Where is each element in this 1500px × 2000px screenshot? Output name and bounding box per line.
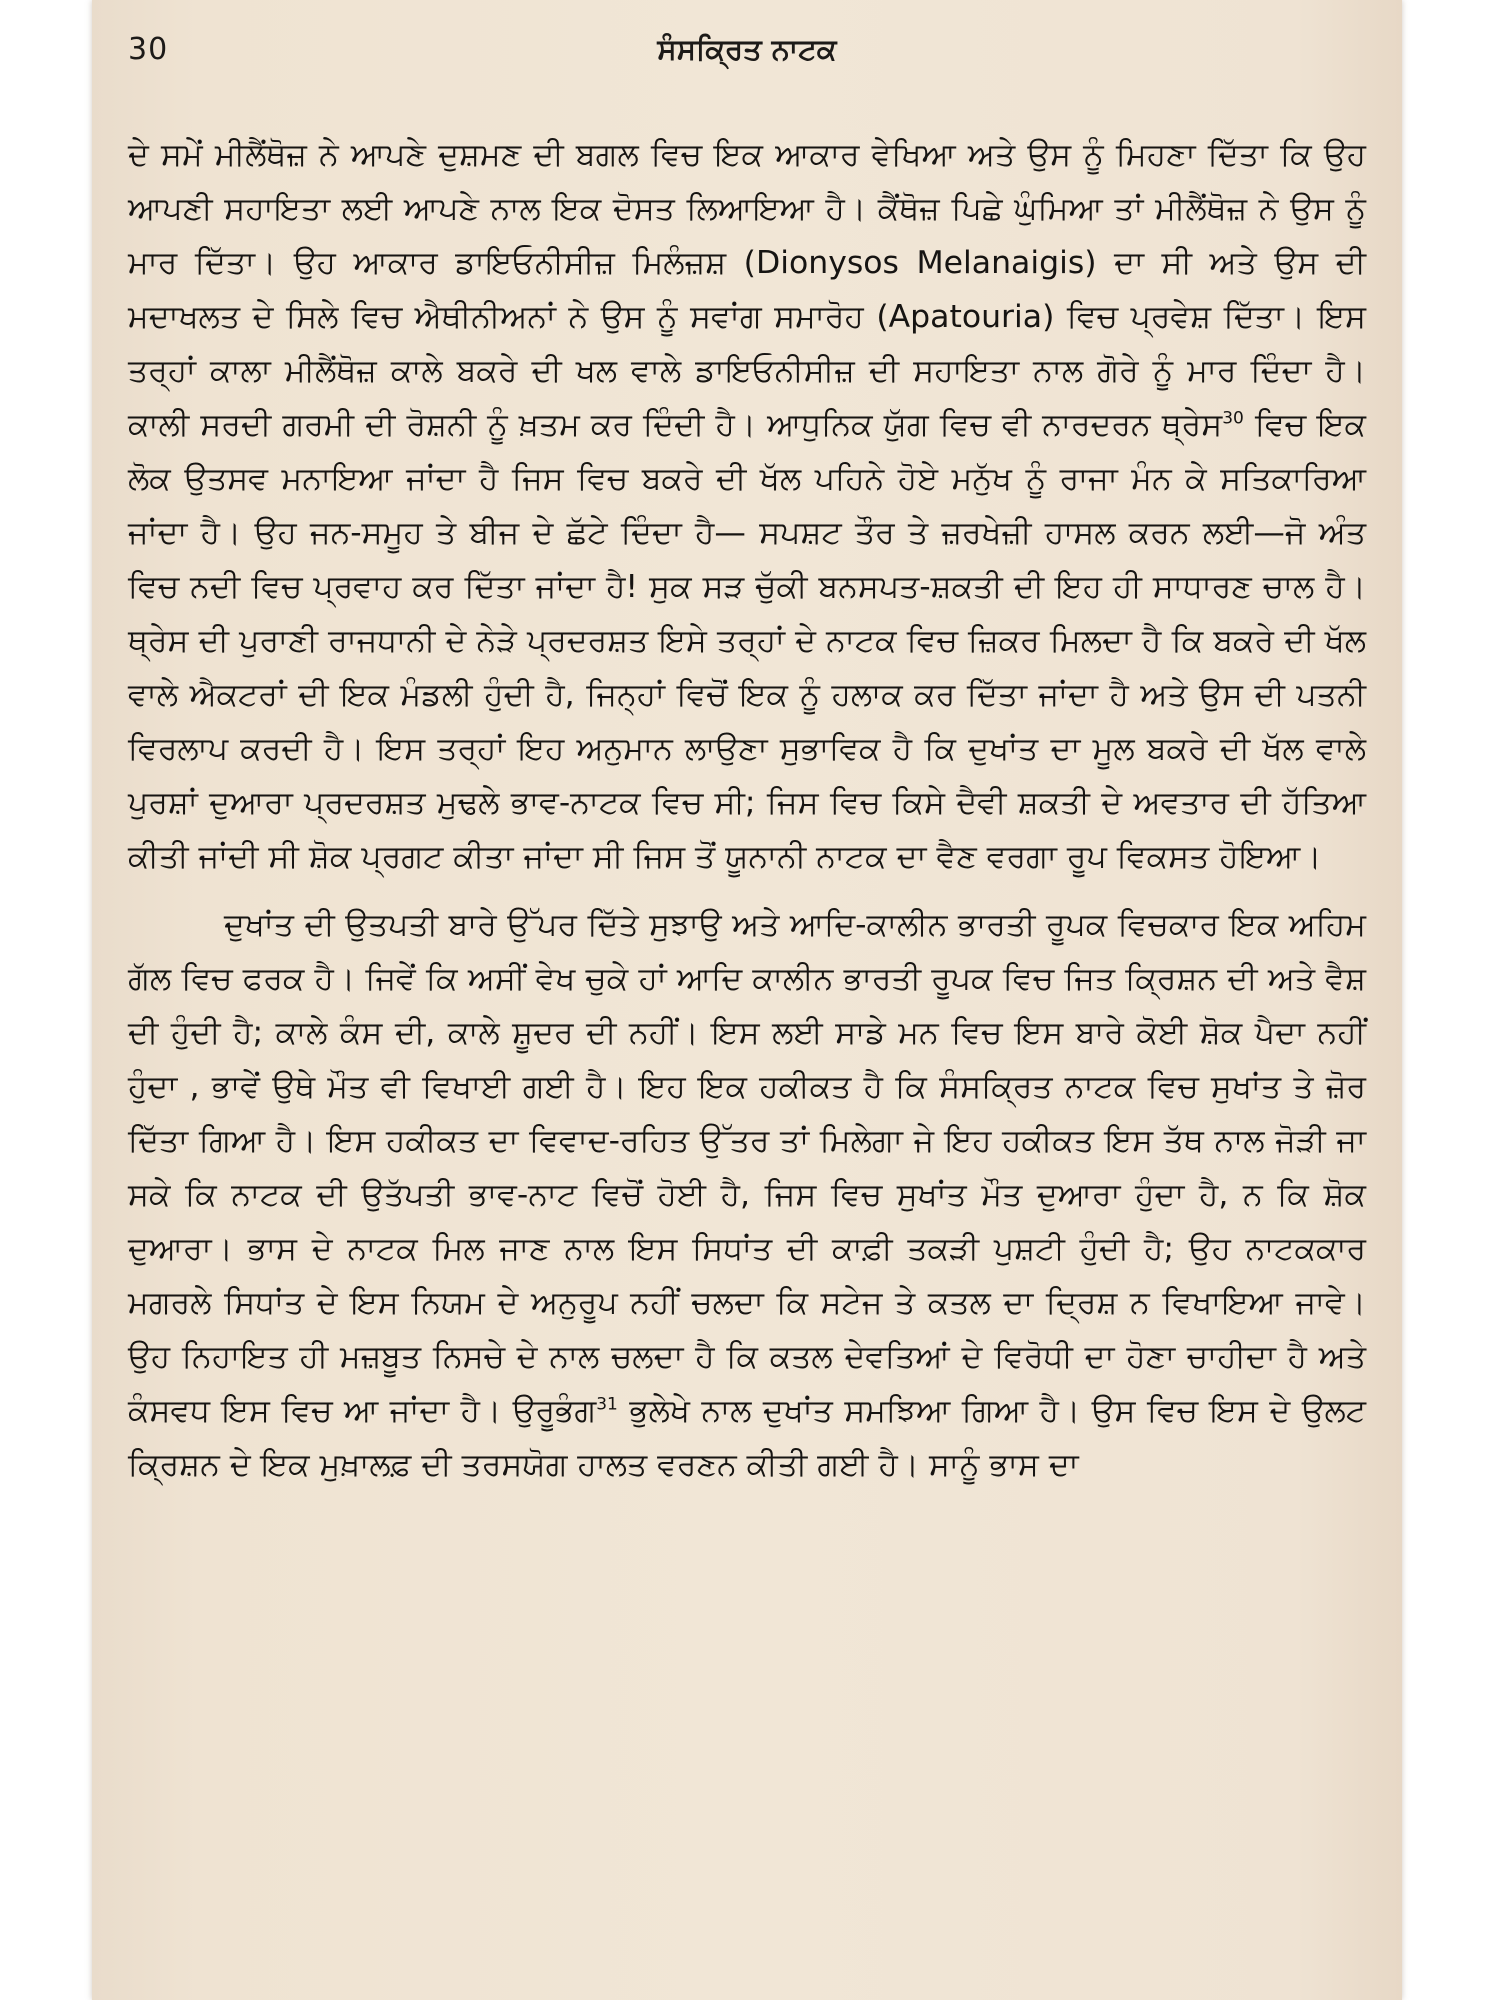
footnote-ref-30: 30 [1222, 408, 1244, 429]
footnote-ref-31: 31 [596, 1394, 618, 1415]
page-number: 30 [128, 32, 169, 67]
paragraph-1-text-a: ਦੇ ਸਮੇਂ ਮੀਲੈਂਥੋਜ਼ ਨੇ ਆਪਣੇ ਦੁਸ਼ਮਣ ਦੀ ਬਗਲ ਵਿਚ ਇਕ ਆਕਾਰ ਵੇਖਿਆ ਅਤੇ ਉਸ ਨੂੰ ਮਿਹਣਾ ਦਿੱਤਾ ਕਿ ਉਹ ਆਪਣੀ ਸਹਾਇਤਾ ਲਈ ਆਪਣੇ ਨਾਲ ਇਕ ਦੋਸਤ ਲਿਆਇਆ ਹੈ। ਕੈਂਥੋਜ਼ ਪਿਛੇ ਘੁੰਮਿਆ ਤਾਂ ਮੀਲੈਂਥੋਜ਼ ਨੇ ਉਸ ਨੂੰ ਮਾਰ ਦਿੱਤਾ। ਉਹ ਆਕਾਰ ਡਾਇਓਨੀਸੀਜ਼ ਮਿਲੰਜ਼ਸ਼ (Dionysos Melanaigis) ਦਾ ਸੀ ਅਤੇ ਉਸ ਦੀ ਮਦਾਖਲਤ ਦੇ ਸਿਲੇ ਵਿਚ ਐਥੀਨੀਅਨਾਂ ਨੇ ਉਸ ਨੂੰ ਸਵਾਂਗ ਸਮਾਰੋਹ (Apatouria) ਵਿਚ ਪ੍ਰਵੇਸ਼ ਦਿੱਤਾ। ਇਸ ਤਰ੍ਹਾਂ ਕਾਲਾ ਮੀਲੈਂਥੋਜ਼ ਕਾਲੇ ਬਕਰੇ ਦੀ ਖਲ ਵਾਲੇ ਡਾਇਓਨੀਸੀਜ਼ ਦੀ ਸਹਾਇਤਾ ਨਾਲ ਗੋਰੇ ਨੂੰ ਮਾਰ ਦਿੰਦਾ ਹੈ। ਕਾਲੀ ਸਰਦੀ ਗਰਮੀ ਦੀ ਰੋਸ਼ਨੀ ਨੂੰ ਖ਼ਤਮ ਕਰ ਦਿੰਦੀ ਹੈ। ਆਧੁਨਿਕ ਯੁੱਗ ਵਿਚ ਵੀ ਨਾਰਦਰਨ ਥ੍ਰੇਸ [128, 137, 1366, 443]
page-header [92, 28, 1402, 78]
paragraph-2-text-a: ਦੁਖਾਂਤ ਦੀ ਉਤਪਤੀ ਬਾਰੇ ਉੱਪਰ ਦਿੱਤੇ ਸੁਝਾਉ ਅਤੇ ਆਦਿ-ਕਾਲੀਨ ਭਾਰਤੀ ਰੂਪਕ ਵਿਚਕਾਰ ਇਕ ਅਹਿਮ ਗੱਲ ਵਿਚ ਫਰਕ ਹੈ। ਜਿਵੇਂ ਕਿ ਅਸੀਂ ਵੇਖ ਚੁਕੇ ਹਾਂ ਆਦਿ ਕਾਲੀਨ ਭਾਰਤੀ ਰੂਪਕ ਵਿਚ ਜਿਤ ਕ੍ਰਿਸ਼ਨ ਦੀ ਅਤੇ ਵੈਸ਼ ਦੀ ਹੁੰਦੀ ਹੈ; ਕਾਲੇ ਕੰਸ ਦੀ, ਕਾਲੇ ਸ਼ੂਦਰ ਦੀ ਨਹੀਂ। ਇਸ ਲਈ ਸਾਡੇ ਮਨ ਵਿਚ ਇਸ ਬਾਰੇ ਕੋਈ ਸ਼ੋਕ ਪੈਦਾ ਨਹੀਂ ਹੁੰਦਾ , ਭਾਵੇਂ ਉਥੇ ਮੌਤ ਵੀ ਵਿਖਾਈ ਗਈ ਹੈ। ਇਹ ਇਕ ਹਕੀਕਤ ਹੈ ਕਿ ਸੰਸਕ੍ਰਿਤ ਨਾਟਕ ਵਿਚ ਸੁਖਾਂਤ ਤੇ ਜ਼ੋਰ ਦਿੱਤਾ ਗਿਆ ਹੈ। ਇਸ ਹਕੀਕਤ ਦਾ ਵਿਵਾਦ-ਰਹਿਤ ਉੱਤਰ ਤਾਂ ਮਿਲੇਗਾ ਜੇ ਇਹ ਹਕੀਕਤ ਇਸ ਤੱਥ ਨਾਲ ਜੋੜੀ ਜਾ ਸਕੇ ਕਿ ਨਾਟਕ ਦੀ ਉਤੱਪਤੀ ਭਾਵ-ਨਾਟ ਵਿਚੋਂ ਹੋਈ ਹੈ, ਜਿਸ ਵਿਚ ਸੁਖਾਂਤ ਮੌਤ ਦੁਆਰਾ ਹੁੰਦਾ ਹੈ, ਨ ਕਿ ਸ਼ੋਕ ਦੁਆਰਾ। ਭਾਸ ਦੇ ਨਾਟਕ ਮਿਲ ਜਾਣ ਨਾਲ ਇਸ ਸਿਧਾਂਤ ਦੀ ਕਾਫ਼ੀ ਤਕੜੀ ਪੁਸ਼ਟੀ ਹੁੰਦੀ ਹੈ; ਉਹ ਨਾਟਕਕਾਰ ਮਗਰਲੇ ਸਿਧਾਂਤ ਦੇ ਇਸ ਨਿਯਮ ਦੇ ਅਨੁਰੂਪ ਨਹੀਂ ਚਲਦਾ ਕਿ ਸਟੇਜ ਤੇ ਕਤਲ ਦਾ ਦ੍ਰਿਸ਼ ਨ ਵਿਖਾਇਆ ਜਾਵੇ। ਉਹ ਨਿਹਾਇਤ ਹੀ ਮਜ਼ਬੂਤ ਨਿਸਚੇ ਦੇ ਨਾਲ ਚਲਦਾ ਹੈ ਕਿ ਕਤਲ ਦੇਵਤਿਆਂ ਦੇ ਵਿਰੋਧੀ ਦਾ ਹੋਣਾ ਚਾਹੀਦਾ ਹੈ ਅਤੇ ਕੰਸਵਧ ਇਸ ਵਿਚ ਆ ਜਾਂਦਾ ਹੈ। ਉਰੂਭੰਗ [128, 907, 1366, 1429]
paragraph-1-text-b: ਵਿਚ ਇਕ ਲੋਕ ਉਤਸਵ ਮਨਾਇਆ ਜਾਂਦਾ ਹੈ ਜਿਸ ਵਿਚ ਬਕਰੇ ਦੀ ਖੱਲ ਪਹਿਨੇ ਹੋਏ ਮਨੁੱਖ ਨੂੰ ਰਾਜਾ ਮੰਨ ਕੇ ਸਤਿਕਾਰਿਆ ਜਾਂਦਾ ਹੈ। ਉਹ ਜਨ-ਸਮੂਹ ਤੇ ਬੀਜ ਦੇ ਛੱਟੇ ਦਿੰਦਾ ਹੈ— ਸਪਸ਼ਟ ਤੌਰ ਤੇ ਜ਼ਰਖੇਜ਼ੀ ਹਾਸਲ ਕਰਨ ਲਈ—ਜੋ ਅੰਤ ਵਿਚ ਨਦੀ ਵਿਚ ਪ੍ਰਵਾਹ ਕਰ ਦਿੱਤਾ ਜਾਂਦਾ ਹੈ! ਸੁਕ ਸੜ ਚੁੱਕੀ ਬਨਸਪਤ-ਸ਼ਕਤੀ ਦੀ ਇਹ ਹੀ ਸਾਧਾਰਣ ਚਾਲ ਹੈ। ਥ੍ਰੇਸ ਦੀ ਪੁਰਾਣੀ ਰਾਜਧਾਨੀ ਦੇ ਨੇੜੇ ਪ੍ਰਦਰਸ਼ਤ ਇਸੇ ਤਰ੍ਹਾਂ ਦੇ ਨਾਟਕ ਵਿਚ ਜ਼ਿਕਰ ਮਿਲਦਾ ਹੈ ਕਿ ਬਕਰੇ ਦੀ ਖੱਲ ਵਾਲੇ ਐਕਟਰਾਂ ਦੀ ਇਕ ਮੰਡਲੀ ਹੁੰਦੀ ਹੈ, ਜਿਨ੍ਹਾਂ ਵਿਚੋਂ ਇਕ ਨੂੰ ਹਲਾਕ ਕਰ ਦਿੱਤਾ ਜਾਂਦਾ ਹੈ ਅਤੇ ਉਸ ਦੀ ਪਤਨੀ ਵਿਰਲਾਪ ਕਰਦੀ ਹੈ। ਇਸ ਤਰ੍ਹਾਂ ਇਹ ਅਨੁਮਾਨ ਲਾਉਣਾ ਸੁਭਾਵਿਕ ਹੈ ਕਿ ਦੁਖਾਂਤ ਦਾ ਮੂਲ ਬਕਰੇ ਦੀ ਖੱਲ ਵਾਲੇ ਪੁਰਸ਼ਾਂ ਦੁਆਰਾ ਪ੍ਰਦਰਸ਼ਤ ਮੁਢਲੇ ਭਾਵ-ਨਾਟਕ ਵਿਚ ਸੀ; ਜਿਸ ਵਿਚ ਕਿਸੇ ਦੈਵੀ ਸ਼ਕਤੀ ਦੇ ਅਵਤਾਰ ਦੀ ਹੱਤਿਆ ਕੀਤੀ ਜਾਂਦੀ ਸੀ ਸ਼ੋਕ ਪ੍ਰਗਟ ਕੀਤਾ ਜਾਂਦਾ ਸੀ ਜਿਸ ਤੋਂ ਯੂਨਾਨੀ ਨਾਟਕ ਦਾ ਵੈਣ ਵਰਗਾ ਰੂਪ ਵਿਕਸਤ ਹੋਇਆ। [128, 407, 1366, 875]
paragraph-2-text-b: ਭੁਲੇਖੇ ਨਾਲ ਦੁਖਾਂਤ ਸਮਝਿਆ ਗਿਆ ਹੈ। ਉਸ ਵਿਚ ਇਸ ਦੇ ਉਲਟ ਕ੍ਰਿਸ਼ਨ ਦੇ ਇਕ ਮੁਖ਼ਾਲਫ਼ ਦੀ ਤਰਸਯੋਗ ਹਾਲਤ ਵਰਣਨ ਕੀਤੀ ਗਈ ਹੈ। ਸਾਨੂੰ ਭਾਸ ਦਾ [128, 1393, 1367, 1483]
paragraph-2 [128, 898, 1366, 1492]
body-text [128, 128, 1366, 1492]
running-title: ਸੰਸਕ੍ਰਿਤ ਨਾਟਕ [657, 32, 837, 66]
paragraph-1 [128, 128, 1366, 884]
book-page [92, 0, 1402, 2000]
